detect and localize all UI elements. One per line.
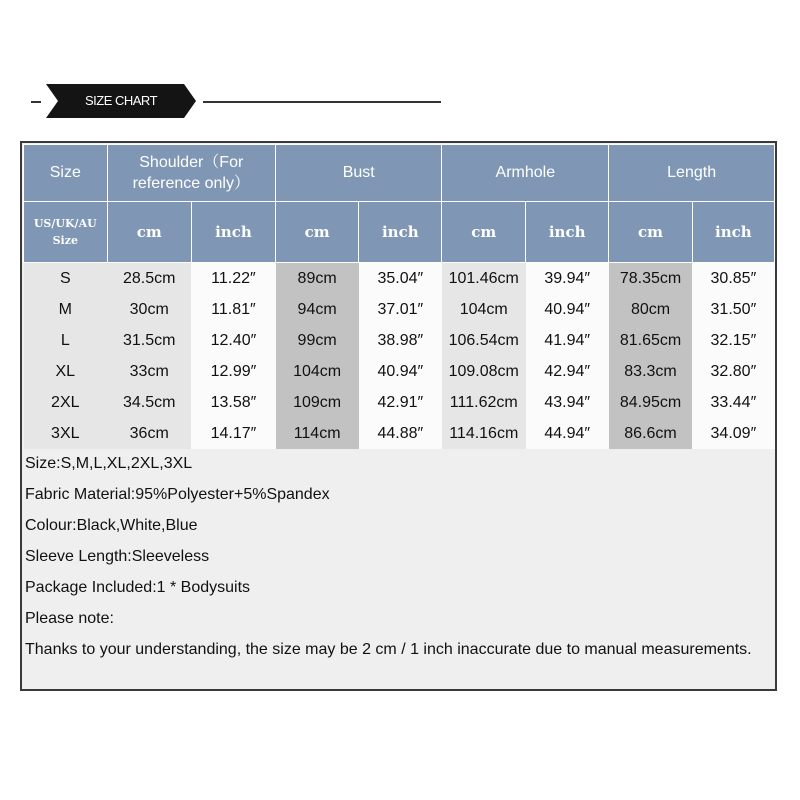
measurement-cell: 11.22″: [191, 263, 275, 295]
note-line: Fabric Material:95%Polyester+5%Spandex: [25, 486, 330, 503]
banner-dash: [31, 101, 41, 103]
measurement-cell: 39.94″: [526, 263, 609, 295]
note-line: Colour:Black,White,Blue: [25, 517, 198, 534]
measurement-cell: 109.08cm: [442, 356, 526, 387]
measurement-cell: 109cm: [276, 387, 359, 418]
subheader-unit: inch: [692, 202, 774, 263]
note-line: Size:S,M,L,XL,2XL,3XL: [25, 455, 193, 472]
subheader-size-regions: US/UK/AU Size: [24, 202, 108, 263]
measurement-cell: 86.6cm: [609, 418, 693, 449]
header-size: Size: [24, 145, 108, 202]
note-line: Package Included:1 * Bodysuits: [25, 579, 251, 596]
size-cell: M: [24, 294, 108, 325]
note-line: Please note:: [25, 610, 114, 627]
measurement-cell: 30cm: [107, 294, 191, 325]
measurement-cell: 31.5cm: [107, 325, 191, 356]
measurement-cell: 99cm: [276, 325, 359, 356]
measurement-cell: 32.80″: [692, 356, 774, 387]
subheader-unit: inch: [191, 202, 275, 263]
size-cell: S: [24, 263, 108, 295]
measurement-cell: 40.94″: [526, 294, 609, 325]
measurement-cell: 104cm: [276, 356, 359, 387]
measurement-cell: 41.94″: [526, 325, 609, 356]
measurement-cell: 31.50″: [692, 294, 774, 325]
measurement-cell: 83.3cm: [609, 356, 693, 387]
size-chart-card: [20, 141, 777, 691]
measurement-cell: 34.09″: [692, 418, 774, 449]
subheader-unit: inch: [526, 202, 609, 263]
header-bust: Bust: [276, 145, 442, 202]
subheader-row: [24, 202, 775, 263]
banner-rule: [203, 101, 441, 103]
size-cell: L: [24, 325, 108, 356]
measurement-cell: 42.94″: [526, 356, 609, 387]
measurement-cell: 30.85″: [692, 263, 774, 295]
table-row: [24, 356, 775, 387]
measurement-cell: 32.15″: [692, 325, 774, 356]
measurement-cell: 12.40″: [191, 325, 275, 356]
measurement-cell: 11.81″: [191, 294, 275, 325]
header-shoulder: Shoulder（For reference only）: [107, 145, 275, 202]
measurement-cell: 78.35cm: [609, 263, 693, 295]
measurement-cell: 114cm: [276, 418, 359, 449]
subheader-unit: cm: [442, 202, 526, 263]
measurement-cell: 114.16cm: [442, 418, 526, 449]
subheader-unit: cm: [609, 202, 693, 263]
subheader-unit: inch: [359, 202, 442, 263]
size-cell: XL: [24, 356, 108, 387]
measurement-cell: 33.44″: [692, 387, 774, 418]
measurement-cell: 13.58″: [191, 387, 275, 418]
measurement-cell: 34.5cm: [107, 387, 191, 418]
size-cell: 2XL: [24, 387, 108, 418]
measurement-cell: 42.91″: [359, 387, 442, 418]
measurement-cell: 40.94″: [359, 356, 442, 387]
measurement-cell: 14.17″: [191, 418, 275, 449]
measurement-cell: 101.46cm: [442, 263, 526, 295]
table-row: [24, 387, 775, 418]
table-row: [24, 263, 775, 295]
measurement-cell: 89cm: [276, 263, 359, 295]
header-armhole: Armhole: [442, 145, 609, 202]
measurement-cell: 44.94″: [526, 418, 609, 449]
table-row: [24, 418, 775, 449]
subheader-unit: cm: [276, 202, 359, 263]
header-length: Length: [609, 145, 775, 202]
measurement-cell: 111.62cm: [442, 387, 526, 418]
measurement-cell: 104cm: [442, 294, 526, 325]
size-cell: 3XL: [24, 418, 108, 449]
note-line: Sleeve Length:Sleeveless: [25, 548, 210, 565]
measurement-cell: 106.54cm: [442, 325, 526, 356]
measurement-cell: 12.99″: [191, 356, 275, 387]
product-notes: [25, 448, 752, 665]
measurement-cell: 28.5cm: [107, 263, 191, 295]
size-table: [23, 144, 775, 449]
table-row: [24, 325, 775, 356]
size-chart-title: SIZE CHART: [84, 93, 158, 108]
subheader-unit: cm: [107, 202, 191, 263]
note-line: Thanks to your understanding, the size may be 2 cm / 1 inch inaccurate due to manual measurements.: [25, 641, 752, 658]
measurement-cell: 80cm: [609, 294, 693, 325]
measurement-cell: 81.65cm: [609, 325, 693, 356]
measurement-cell: 33cm: [107, 356, 191, 387]
header-row: [24, 145, 775, 202]
measurement-cell: 36cm: [107, 418, 191, 449]
measurement-cell: 84.95cm: [609, 387, 693, 418]
measurement-cell: 38.98″: [359, 325, 442, 356]
measurement-cell: 43.94″: [526, 387, 609, 418]
table-row: [24, 294, 775, 325]
measurement-cell: 37.01″: [359, 294, 442, 325]
measurement-cell: 94cm: [276, 294, 359, 325]
measurement-cell: 44.88″: [359, 418, 442, 449]
measurement-cell: 35.04″: [359, 263, 442, 295]
